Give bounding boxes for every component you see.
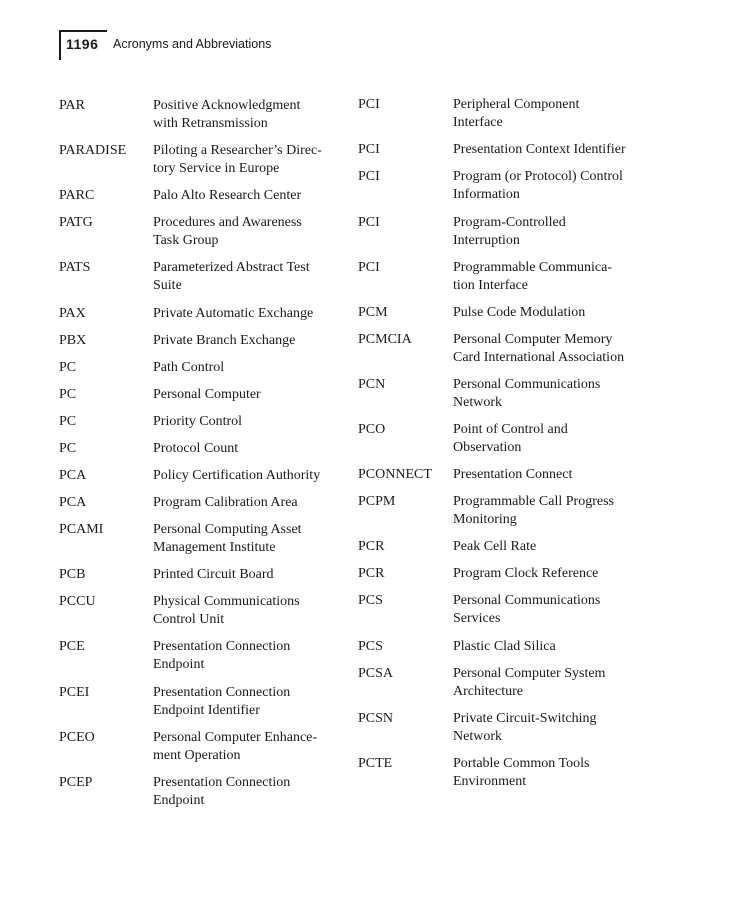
entry-acronym: PCI	[358, 260, 380, 275]
entry-definition	[453, 565, 643, 583]
entry-definition	[453, 592, 643, 628]
definition-line: Network	[453, 395, 502, 410]
entry-acronym: PCA	[59, 495, 87, 510]
definition-line: Program Clock Reference	[453, 566, 599, 581]
definition-line: Personal Computer	[153, 387, 261, 402]
definition-line: Architecture	[453, 684, 523, 699]
definition-line: Card International Association	[453, 350, 625, 365]
entry-definition	[153, 593, 338, 629]
definition-line: Presentation Connection	[153, 775, 291, 790]
entry-acronym: PCSN	[358, 711, 394, 726]
entry-acronym: PARC	[59, 188, 95, 203]
entry-definition	[153, 684, 338, 720]
entry-definition	[453, 376, 643, 412]
entry-definition	[153, 566, 338, 584]
definition-line: Programmable Communica-	[453, 260, 613, 275]
entry-acronym: PAX	[59, 306, 86, 321]
definition-line: Personal Computer System	[453, 666, 606, 681]
definition-line: Interruption	[453, 233, 520, 248]
entry-acronym: PAR	[59, 98, 85, 113]
definition-line: Program-Controlled	[453, 215, 566, 230]
definition-line: Program Calibration Area	[153, 495, 298, 510]
definition-line: Task Group	[153, 233, 219, 248]
entry-acronym: PCR	[358, 566, 385, 581]
entry-definition	[453, 665, 643, 701]
definition-line: Piloting a Researcher’s Direc-	[153, 143, 322, 158]
definition-line: Pulse Code Modulation	[453, 305, 586, 320]
definition-line: Positive Acknowledgment	[153, 98, 301, 113]
entry-definition	[453, 538, 643, 556]
definition-line: Program (or Protocol) Control	[453, 169, 623, 184]
entry-definition	[453, 421, 643, 457]
definition-line: Policy Certification Authority	[153, 468, 321, 483]
definition-line: Endpoint	[153, 793, 205, 808]
entry-acronym: PATS	[59, 260, 91, 275]
entry-acronym: PCS	[358, 639, 383, 654]
definition-line: Physical Communications	[153, 594, 300, 609]
definition-line: Portable Common Tools	[453, 756, 590, 771]
entry-acronym: PCPM	[358, 494, 396, 509]
definition-line: Suite	[153, 278, 182, 293]
definition-line: Personal Computing Asset	[153, 522, 302, 537]
page-number: 1196	[66, 36, 99, 52]
entry-acronym: PCTE	[358, 756, 393, 771]
entry-acronym: PCAMI	[59, 522, 104, 537]
entry-definition	[453, 214, 643, 250]
entry-definition	[453, 493, 643, 529]
definition-line: Point of Control and	[453, 422, 568, 437]
entry-acronym: PCS	[358, 593, 383, 608]
entry-acronym: PCO	[358, 422, 386, 437]
definition-line: Personal Communications	[453, 593, 601, 608]
definition-line: Printed Circuit Board	[153, 567, 274, 582]
definition-line: Observation	[453, 440, 522, 455]
entry-definition	[153, 413, 338, 431]
entry-definition	[153, 332, 338, 350]
entry-acronym: PCE	[59, 639, 85, 654]
entry-acronym: PCR	[358, 539, 385, 554]
entry-acronym: PCI	[358, 215, 380, 230]
entry-acronym: PATG	[59, 215, 93, 230]
definition-line: Monitoring	[453, 512, 517, 527]
entry-definition	[153, 638, 338, 674]
entry-acronym: PCCU	[59, 594, 96, 609]
definition-line: with Retransmission	[153, 116, 268, 131]
entry-definition	[153, 386, 338, 404]
definition-line: Network	[453, 729, 502, 744]
entry-acronym: PCSA	[358, 666, 394, 681]
entry-definition	[453, 710, 643, 746]
entry-definition	[153, 259, 338, 295]
definition-line: Programmable Call Progress	[453, 494, 614, 509]
entry-acronym: PC	[59, 414, 77, 429]
definition-line: Endpoint Identifier	[153, 703, 260, 718]
entry-acronym: PCEI	[59, 685, 90, 700]
entry-definition	[453, 638, 643, 656]
definition-line: Environment	[453, 774, 527, 789]
entry-definition	[453, 141, 643, 159]
entry-definition	[153, 214, 338, 250]
entry-definition	[453, 466, 643, 484]
definition-line: Endpoint	[153, 657, 205, 672]
entry-acronym: PCM	[358, 305, 388, 320]
entry-definition	[153, 97, 338, 133]
entry-acronym: PCONNECT	[358, 467, 432, 482]
entry-definition	[153, 305, 338, 323]
entry-acronym: PCI	[358, 169, 380, 184]
definition-line: Protocol Count	[153, 441, 239, 456]
entry-acronym: PC	[59, 360, 77, 375]
entry-definition	[153, 521, 338, 557]
entry-acronym: PCI	[358, 97, 380, 112]
definition-line: Services	[453, 611, 501, 626]
entry-definition	[153, 467, 338, 485]
entry-definition	[453, 168, 643, 204]
definition-line: Private Automatic Exchange	[153, 306, 314, 321]
definition-line: Presentation Connection	[153, 685, 291, 700]
definition-line: Private Circuit-Switching	[453, 711, 597, 726]
definition-line: Management Institute	[153, 540, 276, 555]
definition-line: Peripheral Component	[453, 97, 580, 112]
definition-line: Personal Computer Enhance-	[153, 730, 318, 745]
entry-acronym: PCB	[59, 567, 86, 582]
entry-definition	[153, 729, 338, 765]
entry-definition	[453, 755, 643, 791]
entry-definition	[153, 359, 338, 377]
definition-line: Plastic Clad Silica	[453, 639, 556, 654]
definition-line: Priority Control	[153, 414, 243, 429]
entry-definition	[453, 304, 643, 322]
entry-acronym: PCA	[59, 468, 87, 483]
definition-line: Palo Alto Research Center	[153, 188, 302, 203]
definition-line: Information	[453, 187, 520, 202]
definition-line: Control Unit	[153, 612, 225, 627]
entry-definition	[453, 331, 643, 367]
definition-line: Parameterized Abstract Test	[153, 260, 310, 275]
entry-acronym: PCI	[358, 142, 380, 157]
entry-acronym: PCEP	[59, 775, 93, 790]
definition-line: Procedures and Awareness	[153, 215, 302, 230]
entry-definition	[453, 259, 643, 295]
entry-definition	[153, 774, 338, 810]
definition-line: Peak Cell Rate	[453, 539, 537, 554]
entry-acronym: PCMCIA	[358, 332, 412, 347]
entry-definition	[153, 494, 338, 512]
entry-acronym: PCN	[358, 377, 386, 392]
definition-line: Presentation Context Identifier	[453, 142, 626, 157]
definition-line: Path Control	[153, 360, 225, 375]
entry-acronym: PBX	[59, 333, 87, 348]
definition-line: Presentation Connection	[153, 639, 291, 654]
definition-line: Personal Communications	[453, 377, 601, 392]
entry-definition	[153, 440, 338, 458]
definition-line: Private Branch Exchange	[153, 333, 296, 348]
entry-acronym: PCEO	[59, 730, 95, 745]
definition-line: tion Interface	[453, 278, 529, 293]
entry-acronym: PC	[59, 387, 77, 402]
definition-line: tory Service in Europe	[153, 161, 280, 176]
entry-acronym: PC	[59, 441, 77, 456]
entry-acronym: PARADISE	[59, 143, 127, 158]
entry-definition	[453, 96, 643, 132]
definition-line: Interface	[453, 115, 503, 130]
definition-line: Presentation Connect	[453, 467, 573, 482]
entry-definition	[153, 142, 338, 178]
running-title: Acronyms and Abbreviations	[113, 37, 272, 51]
definition-line: Personal Computer Memory	[453, 332, 613, 347]
definition-line: ment Operation	[153, 748, 241, 763]
entry-definition	[153, 187, 338, 205]
